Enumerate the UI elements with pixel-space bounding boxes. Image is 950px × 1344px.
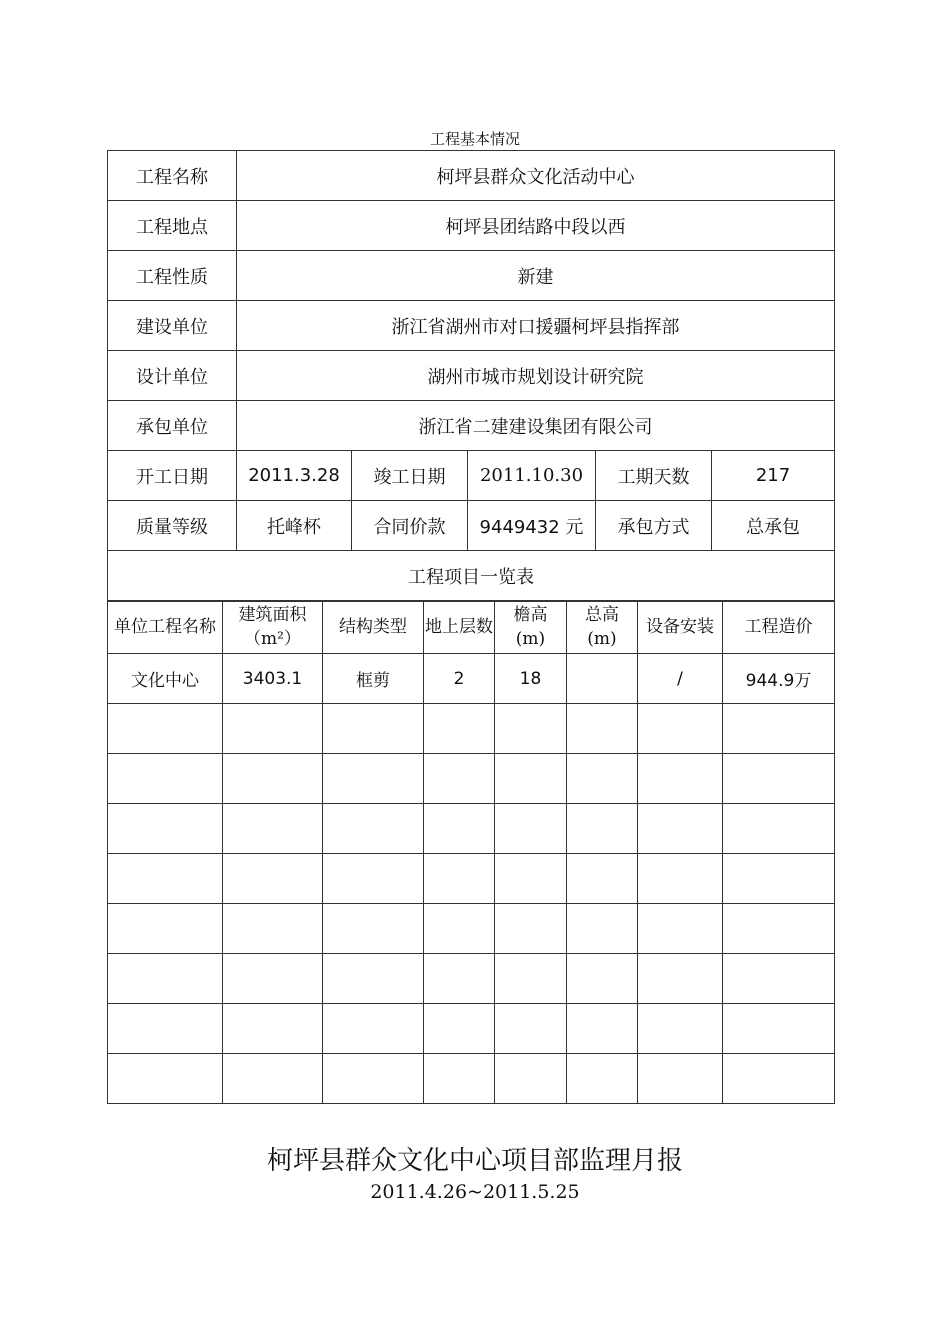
nature-label: 工程性质 <box>108 251 237 301</box>
days-label: 工期天数 <box>596 451 712 501</box>
name-value: 柯坪县群众文化活动中心 <box>237 151 835 201</box>
table-row <box>108 451 835 501</box>
header-total-height-label: 总高 <box>585 604 619 625</box>
mode-value: 总承包 <box>712 501 835 551</box>
empty-table-row <box>108 1054 835 1104</box>
row-equipment: / <box>638 654 723 704</box>
header-equipment: 设备安装 <box>638 602 723 654</box>
header-cost: 工程造价 <box>723 602 835 654</box>
mode-label: 承包方式 <box>596 501 712 551</box>
table-row <box>108 351 835 401</box>
header-area <box>223 602 323 654</box>
project-info-table <box>107 150 835 601</box>
header-total-height-unit: (m) <box>587 628 617 649</box>
site-label: 工程地点 <box>108 201 237 251</box>
start-label: 开工日期 <box>108 451 237 501</box>
report-period: 2011.4.26~2011.5.25 <box>370 1181 580 1203</box>
quality-label: 质量等级 <box>108 501 237 551</box>
nature-value: 新建 <box>237 251 835 301</box>
row-area: 3403.1 <box>223 654 323 704</box>
quality-value: 托峰杯 <box>237 501 352 551</box>
header-area-label: 建筑面积 <box>238 604 307 625</box>
start-value: 2011.3.28 <box>237 451 352 501</box>
table-caption: 工程基本情况 <box>429 130 520 148</box>
days-value: 217 <box>712 451 835 501</box>
header-area-unit: （m²） <box>244 628 301 649</box>
header-eave-label: 檐高 <box>513 604 548 625</box>
row-cost: 944.9万 <box>723 654 835 704</box>
finish-label: 竣工日期 <box>352 451 468 501</box>
table-row <box>108 501 835 551</box>
row-unit: 文化中心 <box>108 654 223 704</box>
header-structure: 结构类型 <box>323 602 424 654</box>
owner-value: 浙江省湖州市对口援疆柯坪县指挥部 <box>237 301 835 351</box>
project-items-table <box>107 601 835 1104</box>
designer-label: 设计单位 <box>108 351 237 401</box>
report-title: 柯坪县群众文化中心项目部监理月报 <box>266 1146 683 1176</box>
contractor-label: 承包单位 <box>108 401 237 451</box>
table-row <box>108 401 835 451</box>
site-value: 柯坪县团结路中段以西 <box>237 201 835 251</box>
table-row <box>108 251 835 301</box>
row-floors: 2 <box>424 654 495 704</box>
header-total-height <box>567 602 638 654</box>
header-unit: 单位工程名称 <box>108 602 223 654</box>
empty-table-row <box>108 954 835 1004</box>
finish-value: 2011.10.30 <box>468 451 596 501</box>
table-row <box>108 301 835 351</box>
contractor-value: 浙江省二建建设集团有限公司 <box>237 401 835 451</box>
price-label: 合同价款 <box>352 501 468 551</box>
table-row <box>108 201 835 251</box>
price-value: 9449432 元 <box>468 501 596 551</box>
items-table-title: 工程项目一览表 <box>108 551 835 601</box>
header-eave <box>495 602 567 654</box>
designer-value: 湖州市城市规划设计研究院 <box>237 351 835 401</box>
name-label: 工程名称 <box>108 151 237 201</box>
header-eave-unit: (m) <box>515 628 546 649</box>
table-row <box>108 551 835 601</box>
table-row <box>108 151 835 201</box>
header-floors: 地上层数 <box>424 602 495 654</box>
empty-table-row <box>108 854 835 904</box>
table-header-row <box>108 602 835 654</box>
row-eave: 18 <box>495 654 567 704</box>
empty-table-row <box>108 754 835 804</box>
empty-table-row <box>108 904 835 954</box>
empty-table-row <box>108 804 835 854</box>
row-structure: 框剪 <box>323 654 424 704</box>
owner-label: 建设单位 <box>108 301 237 351</box>
empty-table-row <box>108 1004 835 1054</box>
row-total-height <box>567 654 638 704</box>
table-row <box>108 654 835 704</box>
empty-table-row <box>108 704 835 754</box>
